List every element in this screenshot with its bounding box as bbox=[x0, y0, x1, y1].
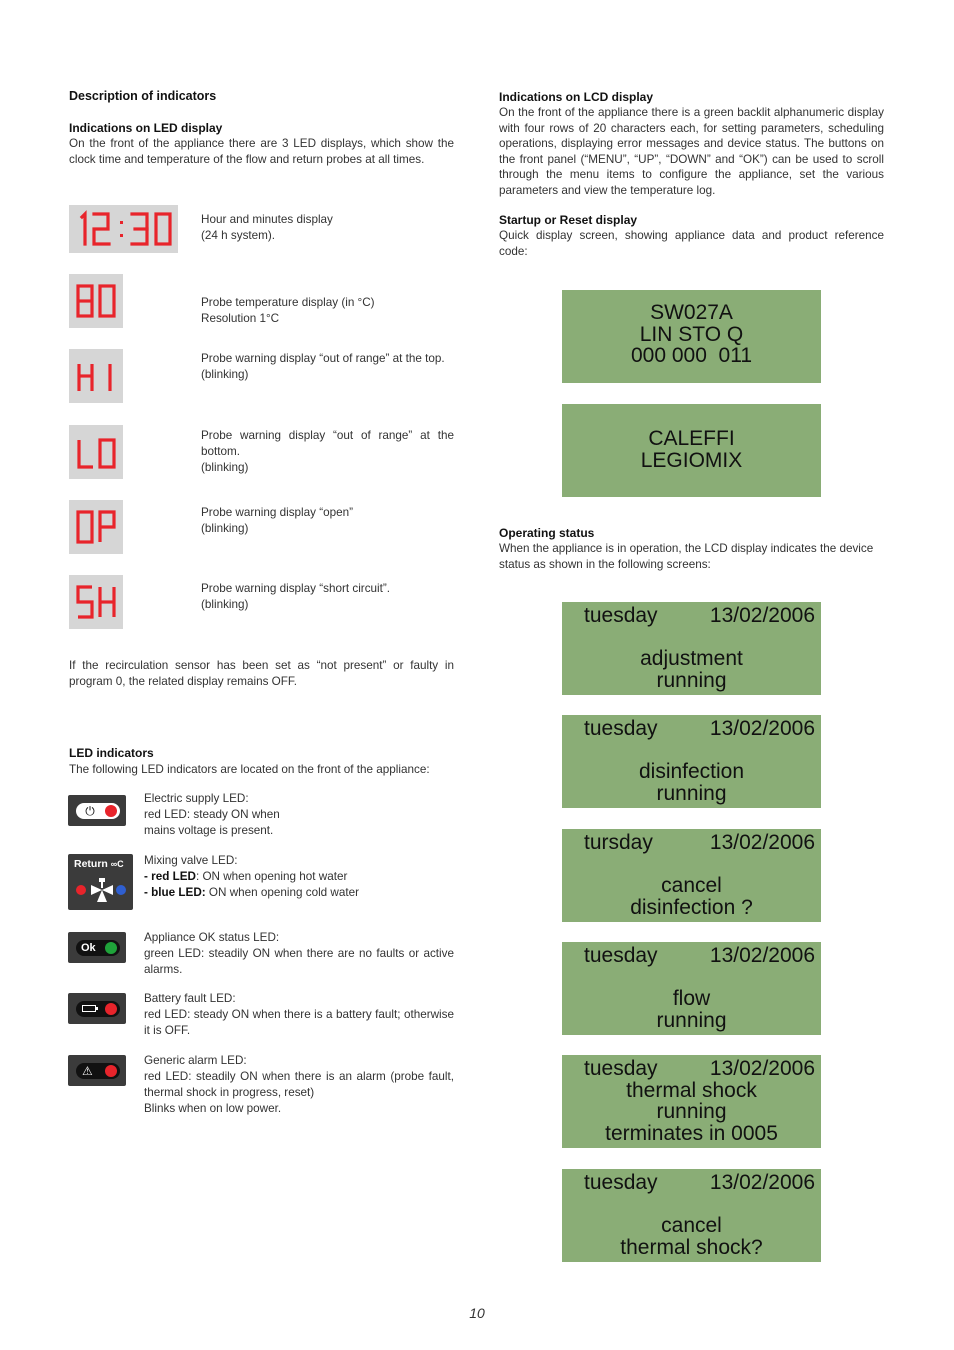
led-display-hi bbox=[69, 349, 123, 403]
text-right-operating-screens-4-day: tuesday bbox=[584, 1057, 658, 1080]
led-display-op bbox=[69, 500, 123, 554]
battery-icon bbox=[82, 1005, 96, 1012]
text-left-led_indicators-mixing-red_text: : ON when opening hot water bbox=[195, 870, 348, 883]
text-left-led_indicators-mixing-title: Mixing valve LED: bbox=[144, 854, 238, 867]
led-indicators-intro: The following LED indicators are located on the front of the appliance: bbox=[69, 763, 430, 776]
hi-desc bbox=[201, 351, 456, 383]
text-right-startup-screen2-0: CALEFFI bbox=[648, 427, 735, 450]
text-right-operating-screens-5-date: 13/02/2006 bbox=[709, 1171, 815, 1194]
text-right-operating-screens-4-lines-1: running bbox=[656, 1100, 727, 1123]
operating-heading: Operating status bbox=[499, 526, 595, 540]
lcd-screen-startup-1 bbox=[562, 290, 821, 383]
mixing-valve-panel bbox=[68, 854, 133, 910]
page-number: 10 bbox=[469, 1305, 485, 1321]
lcd-screen-cancel-thermal-shock bbox=[562, 1169, 821, 1262]
led-display-lo bbox=[69, 425, 123, 479]
panel-unit-label: ∞C bbox=[110, 859, 124, 869]
power-icon: ⏻ bbox=[85, 804, 95, 818]
lcd-screen-startup-2 bbox=[562, 404, 821, 497]
op-desc bbox=[201, 505, 456, 537]
battery-red-led bbox=[105, 1003, 117, 1015]
operating-intro: When the appliance is in operation, the LCD display indicates the device status as shown in the following screens: bbox=[499, 542, 874, 571]
text-left-led_display-items-3-desc2: (blinking) bbox=[201, 461, 249, 474]
lcd-screen-thermal-shock bbox=[562, 1055, 821, 1148]
text-right-operating-screens-2-lines-2: disinfection ? bbox=[630, 895, 753, 919]
text-right-operating-screens-1-day: tuesday bbox=[584, 717, 658, 740]
text-left-led_indicators-electric-title: Electric supply LED: bbox=[144, 792, 249, 805]
text-right-operating-screens-0-lines-1: adjustment bbox=[640, 647, 743, 670]
text-right-operating-screens-5-lines-2: thermal shock? bbox=[620, 1235, 763, 1259]
text-left-led_display-items-3-desc1: Probe warning display “out of range” at the bottom. bbox=[201, 429, 454, 458]
lcd-screen-disinfection bbox=[562, 715, 821, 808]
text-right-operating-screens-4-lines-2: terminates in 0005 bbox=[605, 1121, 778, 1145]
text-right-operating-screens-2-lines-1: cancel bbox=[661, 874, 722, 897]
text-right-operating-screens-5-lines-1: cancel bbox=[661, 1214, 722, 1237]
ok-label: Ok bbox=[81, 942, 96, 954]
text-left-led_indicators-mixing-dash: - bbox=[144, 886, 152, 899]
text-right-startup-screen1-2: 000 000 011 bbox=[630, 344, 753, 367]
led-display-clock bbox=[69, 205, 178, 253]
lcd-screen-adjustment bbox=[562, 602, 821, 695]
red-led bbox=[105, 805, 117, 817]
led-display-sh bbox=[69, 575, 123, 629]
text-right-operating-screens-4-date: 13/02/2006 bbox=[709, 1057, 815, 1080]
text-right-operating-screens-3-date: 13/02/2006 bbox=[709, 944, 815, 967]
section-title: Description of indicators bbox=[69, 89, 217, 103]
text-right-operating-screens-1-date: 13/02/2006 bbox=[709, 717, 815, 740]
mixing-red-led bbox=[76, 885, 86, 895]
text-left-led_display-items-1-desc1: Probe temperature display (in °C) bbox=[201, 296, 375, 309]
text-left-led_indicators-mixing-blue_text: ON when opening cold water bbox=[205, 886, 360, 899]
ok-status-desc bbox=[144, 930, 454, 978]
text-right-operating-screens-1-lines-2: running bbox=[656, 781, 727, 805]
text-left-led_indicators-battery-title: Battery fault LED: bbox=[144, 992, 236, 1005]
led-display-temperature bbox=[69, 274, 123, 328]
text-left-led_indicators-mixing-dash: - bbox=[144, 870, 152, 883]
text-right-operating-screens-3-lines-2: running bbox=[656, 1008, 727, 1032]
text-left-led_indicators-mixing-red_label: red LED bbox=[151, 870, 196, 883]
battery-fault-panel bbox=[68, 993, 126, 1024]
text-right-startup-screen2-1: LEGIOMIX bbox=[640, 448, 743, 472]
lcd-screen-cancel-disinfection bbox=[562, 829, 821, 922]
lcd-screen-flow bbox=[562, 942, 821, 1035]
text-right-operating-screens-3-day: tuesday bbox=[584, 944, 658, 967]
text-left-led_display-items-4-desc1: Probe warning display “open” bbox=[201, 506, 354, 519]
mixing-valve-icon bbox=[90, 876, 114, 904]
text-left-led_display-items-5-desc1: Probe warning display “short circuit”. bbox=[201, 582, 391, 595]
text-left-led_display-items-0-desc1: Hour and minutes display bbox=[201, 213, 333, 226]
text-left-led_indicators-ok-text: green LED: steadily ON when there are no faults or active alarms. bbox=[144, 947, 454, 976]
seven-segment-op bbox=[74, 507, 118, 547]
mixing-blue-led bbox=[116, 885, 126, 895]
text-left-led_indicators-mixing-blue_label: blue LED: bbox=[151, 886, 206, 899]
alarm-red-led bbox=[105, 1065, 117, 1077]
led-indicators-heading: LED indicators bbox=[69, 746, 154, 760]
text-right-operating-screens-1-lines-1: disinfection bbox=[638, 760, 745, 783]
lcd-heading: Indications on LCD display bbox=[499, 90, 654, 104]
text-right-startup-screen1-1: LIN STO Q bbox=[639, 322, 744, 346]
text-right-startup-screen1-0: SW027A bbox=[650, 301, 733, 324]
mixing-valve-desc bbox=[144, 853, 464, 901]
seven-segment-80 bbox=[74, 281, 118, 321]
green-led bbox=[105, 942, 117, 954]
warning-icon: ⚠ bbox=[82, 1064, 93, 1078]
text-right-operating-screens-4-lines-0: thermal shock bbox=[626, 1078, 757, 1102]
startup-heading: Startup or Reset display bbox=[499, 213, 638, 227]
text-right-operating-screens-2-day: tursday bbox=[584, 831, 653, 854]
temperature-desc bbox=[201, 295, 456, 327]
startup-intro: Quick display screen, showing appliance data and product reference code: bbox=[499, 229, 884, 258]
battery-fault-desc bbox=[144, 991, 454, 1039]
text-left-led_indicators-ok-title: Appliance OK status LED: bbox=[144, 931, 280, 944]
led-display-heading: Indications on LED display bbox=[69, 121, 223, 135]
text-right-operating-screens-3-lines-1: flow bbox=[672, 987, 711, 1010]
text-left-led_display-items-4-desc2: (blinking) bbox=[201, 522, 249, 535]
text-right-operating-screens-0-lines-2: running bbox=[656, 668, 727, 692]
text-left-led_indicators-alarm-title: Generic alarm LED: bbox=[144, 1054, 247, 1067]
clock-desc bbox=[201, 212, 456, 244]
seven-segment-12-30 bbox=[74, 209, 174, 249]
text-right-operating-screens-5-day: tuesday bbox=[584, 1171, 658, 1194]
text-left-led_display-items-0-desc2: (24 h system). bbox=[201, 229, 276, 242]
led-display-intro: On the front of the appliance there are 3 LED displays, which show the clock time and temperature of the flow and return probes at all times. bbox=[69, 137, 454, 166]
text-left-led_indicators-electric-line2: mains voltage is present. bbox=[144, 824, 274, 837]
sensor-note: If the recirculation sensor has been set as “not present” or faulty in program 0, the related display remains OFF. bbox=[69, 659, 454, 688]
text-left-led_display-items-5-desc2: (blinking) bbox=[201, 598, 249, 611]
electric-supply-panel bbox=[68, 795, 126, 826]
lo-desc bbox=[201, 428, 454, 476]
seven-segment-lo bbox=[74, 432, 118, 472]
text-left-led_indicators-electric-line1: red LED: steady ON when bbox=[144, 808, 280, 821]
text-left-led_indicators-alarm-text: red LED: steadily ON when there is an alarm (probe fault, thermal shock in progress, reset) bbox=[144, 1070, 454, 1099]
text-left-led_indicators-alarm-text2: Blinks when on low power. bbox=[144, 1102, 282, 1115]
electric-supply-desc bbox=[144, 791, 459, 839]
ok-status-panel bbox=[68, 932, 126, 963]
text-right-operating-screens-0-day: tuesday bbox=[584, 604, 658, 627]
seven-segment-hi bbox=[74, 356, 118, 396]
text-left-led_indicators-battery-text: red LED: steady ON when there is a battery fault; otherwise it is OFF. bbox=[144, 1008, 454, 1037]
panel-return-label: Return bbox=[74, 858, 108, 870]
generic-alarm-panel bbox=[68, 1055, 126, 1086]
text-left-led_display-items-1-desc2: Resolution 1°C bbox=[201, 312, 280, 325]
text-left-led_display-items-2-desc2: (blinking) bbox=[201, 368, 249, 381]
text-right-operating-screens-0-date: 13/02/2006 bbox=[709, 604, 815, 627]
text-left-led_display-items-2-desc1: Probe warning display “out of range” at the top. bbox=[201, 352, 445, 365]
generic-alarm-desc bbox=[144, 1053, 454, 1117]
text-right-operating-screens-2-date: 13/02/2006 bbox=[709, 831, 815, 854]
sh-desc bbox=[201, 581, 456, 613]
lcd-intro: On the front of the appliance there is a green backlit alphanumeric display with four rows of 20 characters each, for setting parameters, scheduling operations, displaying error messages and device status. The buttons on the front panel (“MENU”, “UP”, “DOWN” and “OK”) can be used to scroll through the menu items to configure the appliance, set the various parameters and view the temperature log. bbox=[499, 106, 884, 197]
seven-segment-sh bbox=[74, 582, 118, 622]
